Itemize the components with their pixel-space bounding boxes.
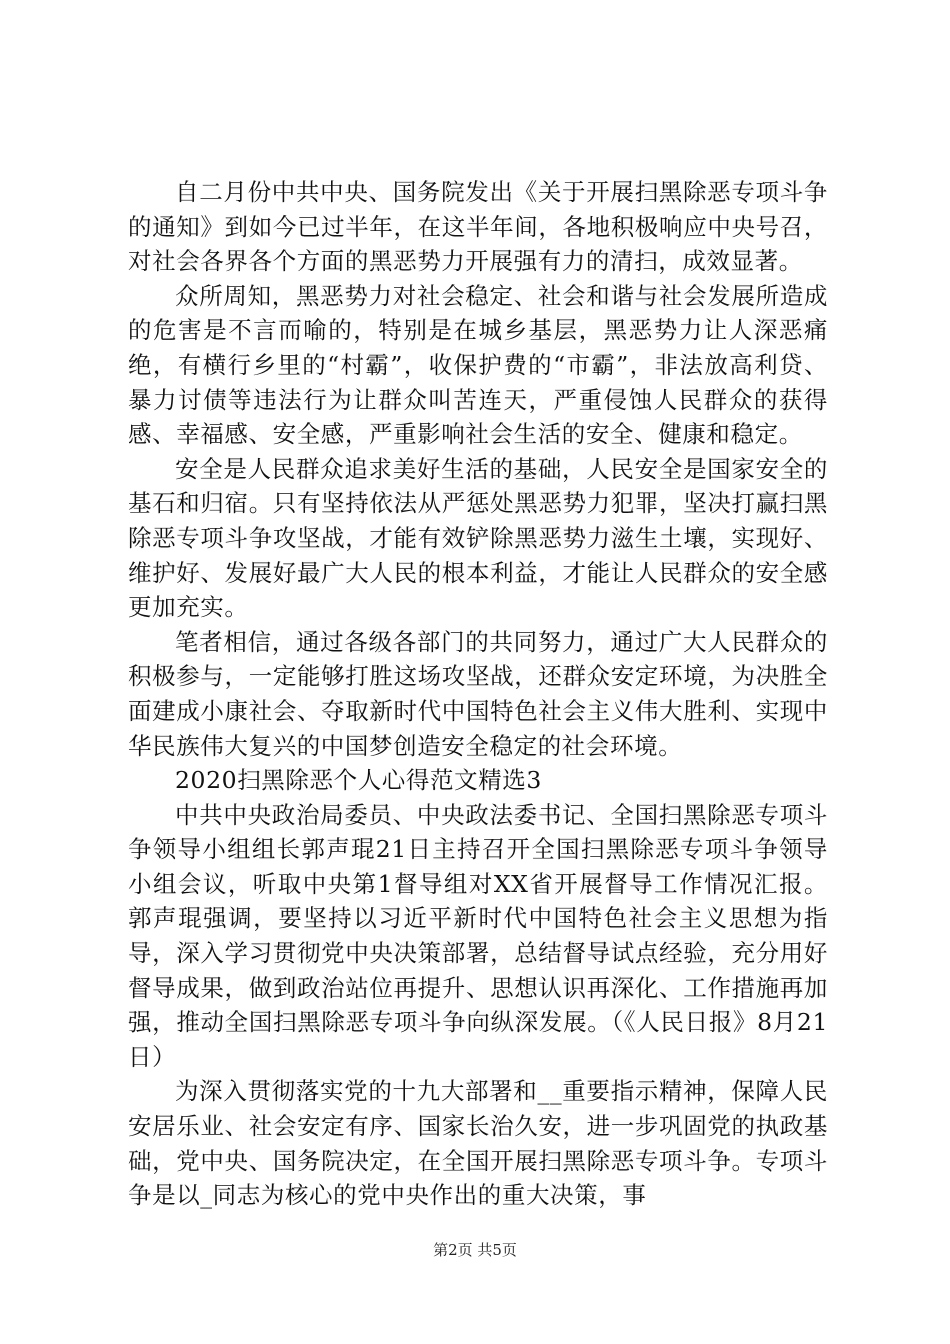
document-body <box>128 175 828 1213</box>
paragraph-2: 众所周知，黑恶势力对社会稳定、社会和谐与社会发展所造成的危害是不言而喻的，特别是在城乡基层，黑恶势力让人深恶痛绝，有横行乡里的“村霸”，收保护费的“市霸”，非法放高利贷、暴力讨债等违法行为让群众叫苦连天，严重侵蚀人民群众的获得感、幸福感、安全感，严重影响社会生活的安全、健康和稳定。 <box>128 281 828 449</box>
page-footer: 第2页 共5页 <box>433 1241 517 1259</box>
paragraph-5: 中共中央政治局委员、中央政法委书记、全国扫黑除恶专项斗争领导小组组长郭声琨21日主持召开全国扫黑除恶专项斗争领导小组会议，听取中央第1督导组对XX省开展督导工作情况汇报。郭声琨强调，要坚持以习近平新时代中国特色社会主义思想为指导，深入学习贯彻党中央决策部署，总结督导试点经验，充分用好督导成果，做到政治站位再提升、思想认识再深化、工作措施再加强，推动全国扫黑除恶专项斗争向纵深发展。（《人民日报》8月21日） <box>128 800 828 1071</box>
section-heading: 2020扫黑除恶个人心得范文精选3 <box>175 766 542 795</box>
paragraph-6: 为深入贯彻落实党的十九大部署和__重要指示精神，保障人民安居乐业、社会安定有序、国家长治久安，进一步巩固党的执政基础，党中央、国务院决定，在全国开展扫黑除恶专项斗争。专项斗争是以_同志为核心的党中央作出的重大决策，事 <box>128 1077 828 1210</box>
paragraph-4: 笔者相信，通过各级各部门的共同努力，通过广大人民群众的积极参与，一定能够打胜这场攻坚战，还群众安定环境，为决胜全面建成小康社会、夺取新时代中国特色社会主义伟大胜利、实现中华民族伟大复兴的中国梦创造安全稳定的社会环境。 <box>128 627 828 760</box>
paragraph-3: 安全是人民群众追求美好生活的基础，人民安全是国家安全的基石和归宿。只有坚持依法从严惩处黑恶势力犯罪，坚决打赢扫黑除恶专项斗争攻坚战，才能有效铲除黑恶势力滋生土壤，实现好、维护好、发展好最广大人民的根本利益，才能让人民群众的安全感更加充实。 <box>128 454 828 622</box>
paragraph-1: 自二月份中共中央、国务院发出《关于开展扫黑除恶专项斗争的通知》到如今已过半年，在这半年间，各地积极响应中央号召，对社会各界各个方面的黑恶势力开展强有力的清扫，成效显著。 <box>128 178 828 276</box>
